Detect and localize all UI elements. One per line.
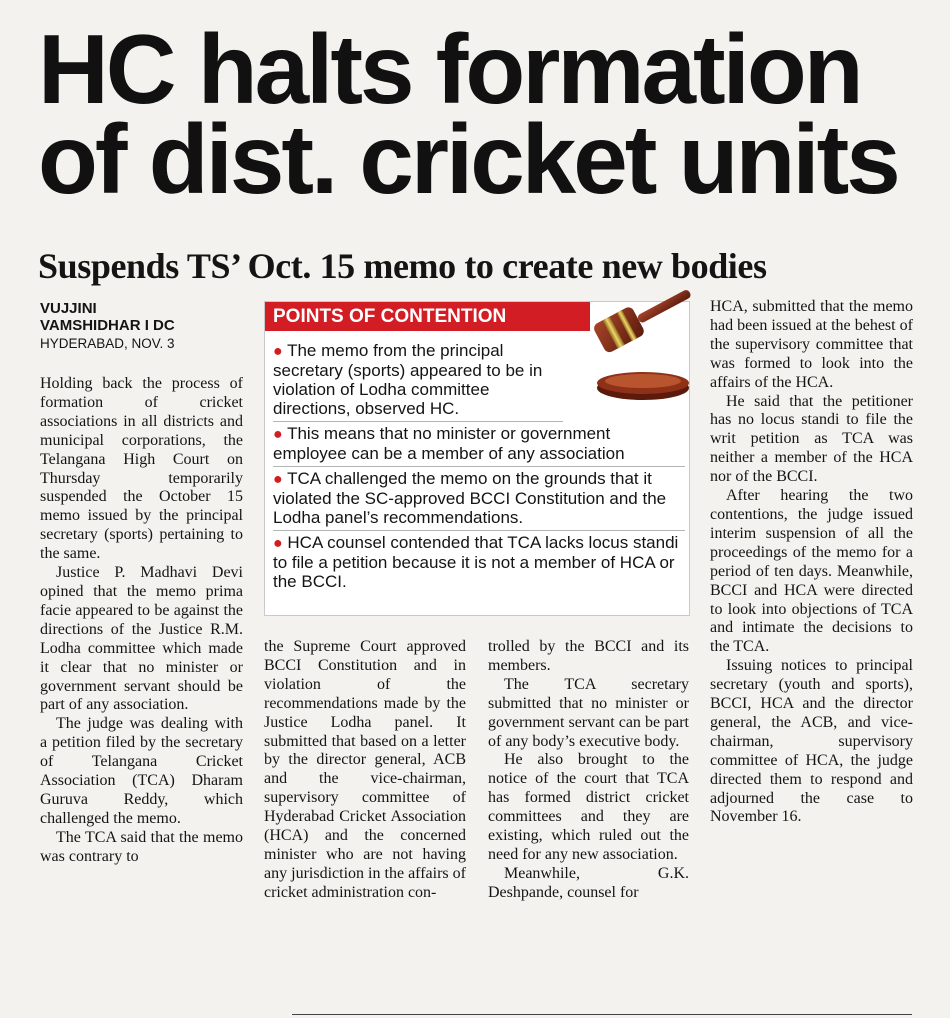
article-column-4 [710, 298, 913, 827]
point-text: This means that no minister or government employee can be a member of any association [273, 424, 625, 463]
paragraph: Holding back the process of formation of cricket associations in all districts and municipal corporations, the Telangana High Court on Thursday temporarily suspended the October 15 memo issued by the principal secretary (sports) pertaining to the same. [40, 375, 243, 563]
paragraph: HCA, submitted that the memo had been issued at the behest of the supervisory committee that was formed to look into the affairs of the HCA. [710, 298, 913, 391]
paragraph: Justice P. Madhavi Devi opined that the memo prima facie appeared to be against the directions of the Justice R.M. Lodha committee which made it clear that no minister or government servant should be part of any association. [40, 564, 243, 714]
byline-name-1: VUJJINI [40, 300, 97, 317]
point-item [273, 467, 685, 531]
point-text: The memo from the principal secretary (sports) appeared to be in violation of Lodha committee directions, observed HC. [273, 341, 543, 418]
byline-dateline: HYDERABAD, NOV. 3 [40, 336, 175, 351]
paragraph: The TCA secretary submitted that no minister or government servant can be part of any body’s executive body. [488, 675, 689, 750]
headline-line-2: of dist. cricket units [38, 104, 898, 214]
bullet-icon: ● [273, 426, 283, 443]
divider [292, 1014, 912, 1015]
point-item [273, 531, 685, 594]
points-box-title: POINTS OF CONTENTION [265, 302, 590, 331]
point-text: HCA counsel contended that TCA lacks locus standi to file a petition because it is not a member of HCA or the BCCI. [273, 533, 679, 591]
paragraph: The TCA said that the memo was contrary to [40, 828, 243, 865]
paragraph: Meanwhile, G.K. Deshpande, counsel for [488, 864, 689, 901]
subheadline: Suspends TS’ Oct. 15 memo to create new bodies [38, 246, 767, 286]
article-column-2 [264, 638, 466, 903]
article-column-3 [488, 638, 689, 903]
paragraph: After hearing the two contentions, the judge issued interim suspension of all the proceedings of the memo for a period of ten days. Meanwhile, BCCI and HCA were directed to look into objections of TCA and intimate the decisions to the TCA. [710, 487, 913, 656]
point-item [273, 422, 685, 467]
bullet-icon: ● [273, 535, 283, 552]
cropped-next-headline [40, 1012, 245, 1018]
bullet-icon: ● [273, 343, 283, 360]
point-item [273, 339, 563, 422]
paragraph: Issuing notices to principal secretary (youth and sports), BCCI, HCA and the director general, the ACB, and vice-chairman, supervisory committee of HCA, the judge directed them to respond and adjourned the case to November 16. [710, 657, 913, 826]
gavel-icon [586, 288, 692, 406]
headline [38, 14, 918, 214]
paragraph: He said that the petitioner has no locus standi to file the writ petition as TCA was neither a member of the HCA nor of the BCCI. [710, 392, 913, 486]
paragraph: trolled by the BCCI and its members. [488, 638, 689, 674]
byline-name-2: VAMSHIDHAR I DC [40, 317, 175, 334]
article-column-1 [40, 375, 243, 867]
point-text: TCA challenged the memo on the grounds that it violated the SC-approved BCCI Constitution and the Lodha panel’s recommendations. [273, 469, 667, 527]
headline-line-1: HC halts formation [38, 14, 861, 124]
paragraph: The judge was dealing with a petition filed by the secretary of Telangana Cricket Association (TCA) Dharam Guruva Reddy, which challenged the memo. [40, 715, 243, 827]
byline [40, 300, 245, 353]
paragraph: the Supreme Court approved BCCI Constitution and in violation of the recommendations made by the Justice Lodha panel. It submitted that based on a letter by the director general, ACB and the vice-chairman, supervisory committee of Hyderabad Cricket Association (HCA) and the concerned minister who are not having any jurisdiction in the affairs of cricket administration con- [264, 638, 466, 901]
bullet-icon: ● [273, 471, 283, 488]
paragraph: He also brought to the notice of the court that TCA has formed district cricket committees and they are existing, which ruled out the need for any new association. [488, 751, 689, 863]
